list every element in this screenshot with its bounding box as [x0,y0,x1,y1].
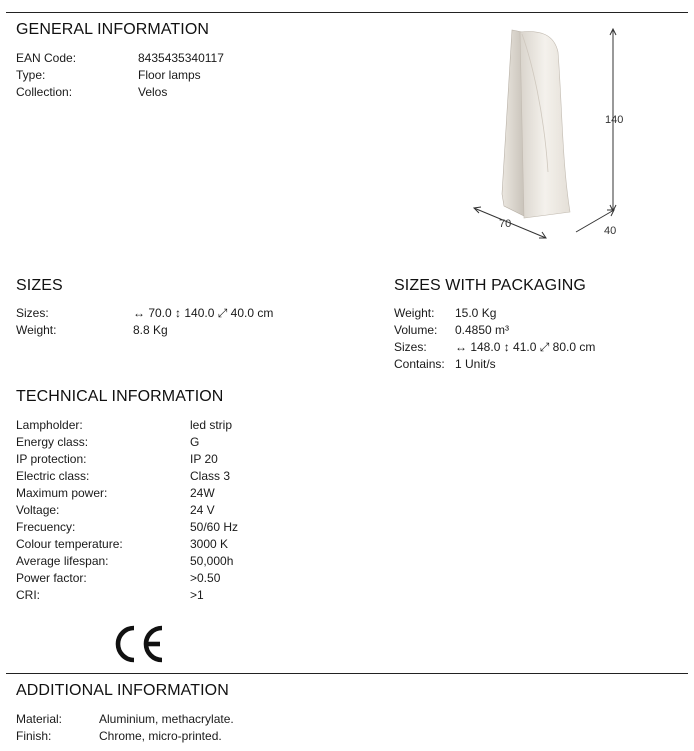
technical-information-list [16,417,346,604]
sizes-list [16,305,346,339]
collection-value: Velos [138,85,168,99]
material-label: Material: [16,712,63,726]
frequency-label: Frecuency: [16,520,76,534]
width-dimension-label: 70 [499,218,512,230]
finish-value: Chrome, micro-printed. [99,729,222,743]
top-divider [6,12,688,13]
sizes-row-weight [16,322,346,339]
general-information-list [16,50,316,101]
product-dimension-drawing [462,22,632,244]
frequency-value: 50/60 Hz [190,520,239,534]
weight-value: 8.8 Kg [133,323,168,337]
packaging-weight-label: Weight: [394,306,435,320]
tech-row-power-factor [16,570,346,587]
cri-value: >1 [190,588,204,602]
energy-class-label: Energy class: [16,435,89,449]
ip-protection-label: IP protection: [16,452,87,466]
tech-row-frequency [16,519,346,536]
finish-label: Finish: [16,729,52,743]
packaging-row-weight [394,305,684,322]
colour-temperature-label: Colour temperature: [16,537,123,551]
general-row-type [16,67,316,84]
tech-row-energy-class [16,434,346,451]
height-dimension-label: 140 [605,114,624,126]
packaging-contains-value: 1 Unit/s [455,357,496,371]
power-factor-value: >0.50 [190,571,221,585]
maximum-power-value: 24W [190,486,215,500]
additional-information-heading: ADDITIONAL INFORMATION [16,682,229,699]
collection-label: Collection: [16,85,73,99]
type-value: Floor lamps [138,68,201,82]
packaging-weight-value: 15.0 Kg [455,306,497,320]
sizes-row-dimensions [16,305,346,322]
ean-label: EAN Code: [16,51,77,65]
tech-row-lampholder [16,417,346,434]
sizes-packaging-list [394,305,684,373]
additional-row-material [16,711,346,728]
sizes-heading: SIZES [16,277,63,294]
ce-mark-icon [112,623,168,665]
power-factor-label: Power factor: [16,571,87,585]
packaging-contains-label: Contains: [394,357,445,371]
cri-label: CRI: [16,588,40,602]
packaging-row-volume [394,322,684,339]
general-row-ean [16,50,316,67]
packaging-row-sizes [394,339,684,356]
average-lifespan-value: 50,000h [190,554,234,568]
additional-divider [6,673,688,674]
sizes-label: Sizes: [16,306,49,320]
additional-row-finish [16,728,346,745]
electric-class-value: Class 3 [190,469,231,483]
additional-information-list [16,711,346,745]
maximum-power-label: Maximum power: [16,486,108,500]
packaging-sizes-label: Sizes: [394,340,427,354]
ean-value: 8435435340117 [138,51,224,65]
sizes-packaging-heading: SIZES WITH PACKAGING [394,277,586,294]
tech-row-maximum-power [16,485,346,502]
voltage-value: 24 V [190,503,215,517]
lampholder-value: led strip [190,418,233,432]
tech-row-ip-protection [16,451,346,468]
lamp-right-panel [520,32,570,218]
sizes-value: ↔ 70.0 ↕ 140.0 ⤢ 40.0 cm [133,306,274,320]
depth-dimension-label: 40 [604,225,617,237]
general-row-collection [16,84,316,101]
type-label: Type: [16,68,46,82]
voltage-label: Voltage: [16,503,60,517]
tech-row-voltage [16,502,346,519]
tech-row-cri [16,587,346,604]
packaging-sizes-value: ↔ 148.0 ↕ 41.0 ⤢ 80.0 cm [455,340,596,354]
lampholder-label: Lampholder: [16,418,83,432]
packaging-volume-value: 0.4850 m³ [455,323,510,337]
electric-class-label: Electric class: [16,469,90,483]
weight-label: Weight: [16,323,57,337]
packaging-row-contains [394,356,684,373]
energy-class-value: G [190,435,200,449]
material-value: Aluminium, methacrylate. [99,712,234,726]
general-information-heading: GENERAL INFORMATION [16,21,210,38]
tech-row-average-lifespan [16,553,346,570]
tech-row-electric-class [16,468,346,485]
technical-information-heading: TECHNICAL INFORMATION [16,388,224,405]
ip-protection-value: IP 20 [190,452,218,466]
average-lifespan-label: Average lifespan: [16,554,109,568]
tech-row-colour-temperature [16,536,346,553]
colour-temperature-value: 3000 K [190,537,229,551]
packaging-volume-label: Volume: [394,323,438,337]
